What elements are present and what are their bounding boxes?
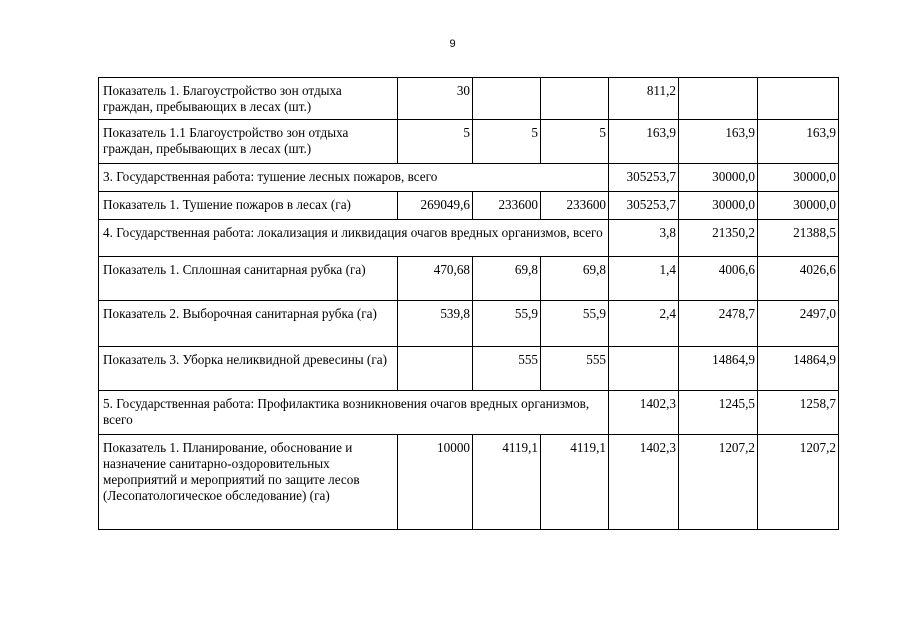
budget-indicators-table: [98, 77, 839, 530]
value-cell: 30000,0: [758, 164, 839, 192]
row-label: Показатель 1. Планирование, обоснование и назначение санитарно-оздоровительных мероприятий и мероприятий по защите лесов (Лесопатологическое обследование) (га): [99, 435, 398, 530]
row-label: Показатель 1. Благоустройство зон отдыха граждан, пребывающих в лесах (шт.): [99, 78, 398, 120]
page-number: 9: [449, 38, 456, 50]
value-cell: 555: [541, 347, 609, 391]
value-cell: 4026,6: [758, 257, 839, 301]
value-cell: 5: [473, 120, 541, 164]
value-cell: [473, 78, 541, 120]
value-cell: 555: [473, 347, 541, 391]
table-row: [99, 120, 839, 164]
value-cell: 69,8: [541, 257, 609, 301]
value-cell: 163,9: [758, 120, 839, 164]
value-cell: 305253,7: [609, 164, 679, 192]
value-cell: 2497,0: [758, 301, 839, 347]
row-label: Показатель 1. Тушение пожаров в лесах (га): [99, 192, 398, 220]
value-cell: 21388,5: [758, 220, 839, 257]
row-label: Показатель 1.1 Благоустройство зон отдыха граждан, пребывающих в лесах (шт.): [99, 120, 398, 164]
value-cell: 14864,9: [758, 347, 839, 391]
work-label: 3. Государственная работа: тушение лесных пожаров, всего: [99, 164, 609, 192]
value-cell: 269049,6: [398, 192, 473, 220]
value-cell: 5: [398, 120, 473, 164]
value-cell: 2,4: [609, 301, 679, 347]
value-cell: 1402,3: [609, 391, 679, 435]
row-label: Показатель 3. Уборка неликвидной древесины (га): [99, 347, 398, 391]
value-cell: 4119,1: [541, 435, 609, 530]
value-cell: 4006,6: [679, 257, 758, 301]
table-row: [99, 192, 839, 220]
value-cell: 163,9: [679, 120, 758, 164]
value-cell: 55,9: [541, 301, 609, 347]
value-cell: 10000: [398, 435, 473, 530]
value-cell: [758, 78, 839, 120]
value-cell: 3,8: [609, 220, 679, 257]
row-label: Показатель 1. Сплошная санитарная рубка (га): [99, 257, 398, 301]
table-row: [99, 164, 839, 192]
value-cell: 4119,1: [473, 435, 541, 530]
value-cell: 1402,3: [609, 435, 679, 530]
value-cell: 69,8: [473, 257, 541, 301]
value-cell: 30: [398, 78, 473, 120]
value-cell: 1207,2: [758, 435, 839, 530]
work-label: 5. Государственная работа: Профилактика возникновения очагов вредных организмов, всего: [99, 391, 609, 435]
value-cell: 305253,7: [609, 192, 679, 220]
value-cell: 233600: [541, 192, 609, 220]
value-cell: 2478,7: [679, 301, 758, 347]
work-label: 4. Государственная работа: локализация и ликвидация очагов вредных организмов, всего: [99, 220, 609, 257]
value-cell: 539,8: [398, 301, 473, 347]
value-cell: 470,68: [398, 257, 473, 301]
row-label: Показатель 2. Выборочная санитарная рубка (га): [99, 301, 398, 347]
table-row: [99, 347, 839, 391]
value-cell: [541, 78, 609, 120]
value-cell: 14864,9: [679, 347, 758, 391]
value-cell: [398, 347, 473, 391]
table-row: [99, 391, 839, 435]
value-cell: 5: [541, 120, 609, 164]
value-cell: [609, 347, 679, 391]
value-cell: 811,2: [609, 78, 679, 120]
table-row: [99, 435, 839, 530]
value-cell: 1258,7: [758, 391, 839, 435]
value-cell: 1207,2: [679, 435, 758, 530]
value-cell: 233600: [473, 192, 541, 220]
value-cell: 30000,0: [679, 164, 758, 192]
value-cell: 163,9: [609, 120, 679, 164]
value-cell: 55,9: [473, 301, 541, 347]
value-cell: 30000,0: [679, 192, 758, 220]
value-cell: [679, 78, 758, 120]
value-cell: 21350,2: [679, 220, 758, 257]
value-cell: 1245,5: [679, 391, 758, 435]
table-row: [99, 257, 839, 301]
value-cell: 30000,0: [758, 192, 839, 220]
value-cell: 1,4: [609, 257, 679, 301]
table-row: [99, 220, 839, 257]
table-row: [99, 301, 839, 347]
table-row: [99, 78, 839, 120]
